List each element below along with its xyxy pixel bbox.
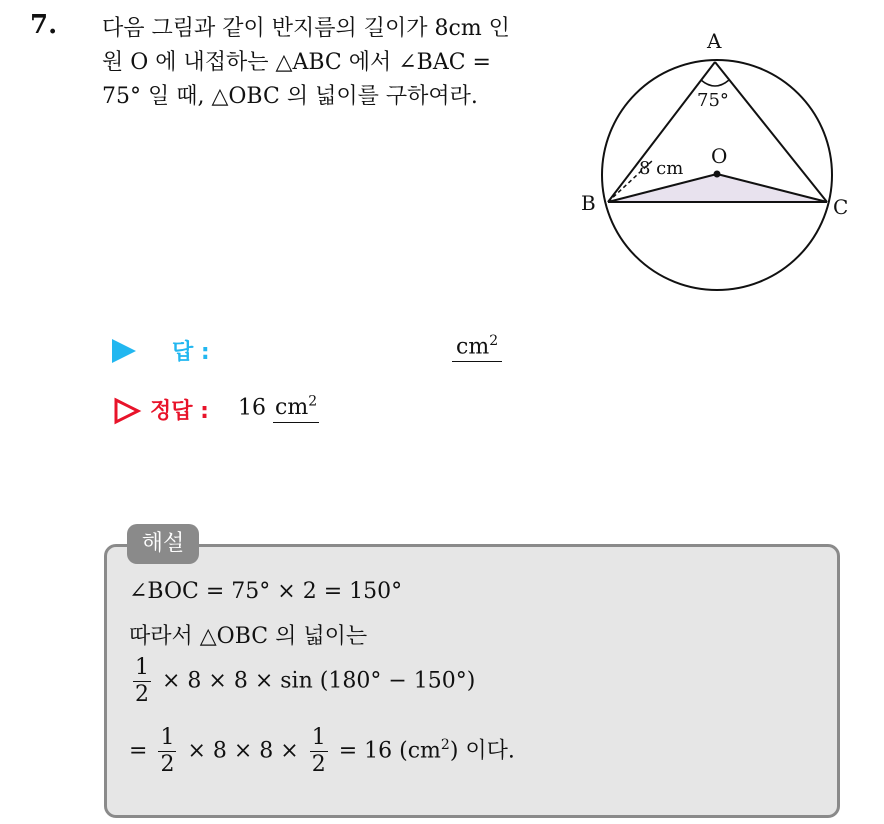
- correct-value: 16: [238, 395, 266, 421]
- answer-unit-exp: 2: [489, 333, 499, 349]
- question-line-3: 75° 일 때, △OBC 의 넓이를 구하여라.: [102, 84, 478, 109]
- answer-blank[interactable]: [452, 333, 502, 362]
- solution-line-2: 따라서 △OBC 의 넓이는: [129, 624, 368, 649]
- center-point: [714, 171, 721, 178]
- correct-row: [112, 394, 532, 434]
- solution-box: [104, 544, 840, 818]
- question-text: [102, 12, 572, 114]
- solution-line-3-rest: × 8 × 8 × sin (180° − 150°): [162, 668, 476, 694]
- correct-unit-wrap: [273, 395, 319, 423]
- outline-arrow-icon: [112, 396, 142, 426]
- solution-line-1: ∠BOC = 75° × 2 = 150°: [129, 579, 403, 604]
- question-number: 7.: [30, 10, 58, 40]
- radius-label: 8 cm: [639, 158, 684, 179]
- label-b: B: [581, 191, 596, 215]
- play-arrow-icon: [112, 339, 136, 363]
- answer-row: [112, 333, 532, 373]
- solution-line-4: = $\frac{1}{2}$ × 8 × 8 × $\frac{1}{2}$ = 16 $(cm^2)$ 이다.: [129, 725, 515, 777]
- question-line-2: 원 O 에 내접하는 △ABC 에서 ∠BAC =: [102, 50, 491, 75]
- fraction-half: $\frac{1}{2}$: [311, 725, 326, 777]
- fraction-half: $\frac{1}{2}$: [160, 725, 175, 777]
- answer-label: 답 :: [172, 340, 210, 365]
- correct-unit: cm: [275, 395, 309, 421]
- label-o: O: [711, 144, 728, 168]
- angle-label: 75°: [697, 90, 729, 111]
- angle-arc: [701, 80, 729, 86]
- correct-label: 정답 :: [150, 399, 209, 424]
- circle-triangle-figure: [575, 20, 865, 300]
- solution-tag: 해설: [127, 524, 199, 564]
- label-c: C: [833, 195, 849, 219]
- correct-value-wrap: [238, 394, 319, 420]
- solution-line-3: [129, 655, 475, 708]
- fraction-half: $\frac{1}{2}$: [135, 655, 149, 707]
- answer-unit: cm: [456, 334, 490, 360]
- question-line-1: 다음 그림과 같이 반지름의 길이가 8cm 인: [102, 16, 510, 41]
- label-a: A: [707, 29, 722, 53]
- correct-unit-exp: 2: [308, 394, 318, 410]
